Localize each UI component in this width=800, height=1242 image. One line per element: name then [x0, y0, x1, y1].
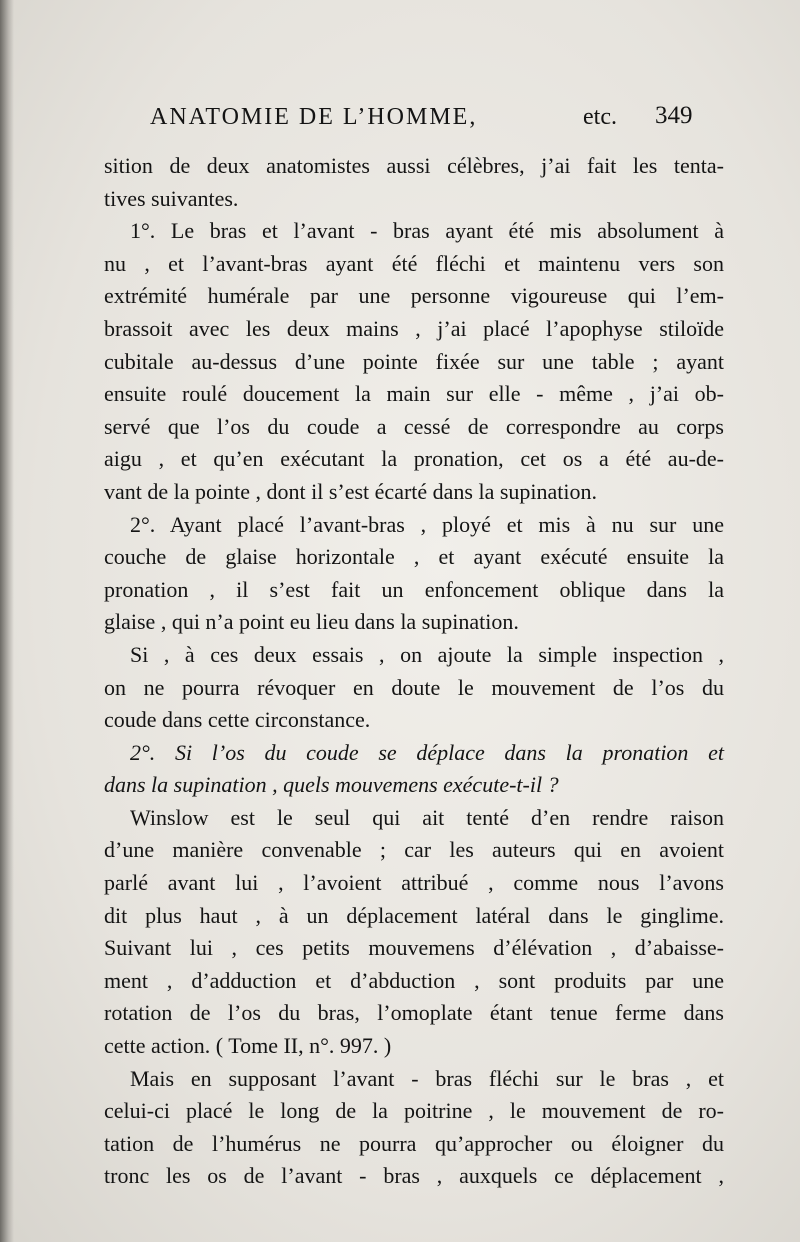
text-line: Mais en supposant l’avant - bras fléchi sur le bras , et [130, 1065, 724, 1091]
text-line: vant de la pointe , dont il s’est écarté dans la supination. [104, 478, 598, 504]
text-line: Winslow est le seul qui ait tenté d’en rendre raison [130, 804, 724, 830]
text-line: cette action. ( Tome II, n°. 997. ) [104, 1033, 392, 1059]
text-line: tives suivantes. [104, 185, 239, 211]
text-line: Si , à ces deux essais , on ajoute la simple inspection , [130, 641, 724, 667]
text-line: cubitale au-dessus d’une pointe fixée sur une table ; ayant [104, 348, 724, 374]
text-line: 2°. Ayant placé l’avant-bras , ployé et mis à nu sur une [130, 511, 724, 537]
text-line: servé que l’os du coude a cessé de correspondre au corps [104, 413, 724, 439]
text-line: dans la supination , quels mouvemens exécute-t-il ? [104, 772, 559, 798]
text-line: nu , et l’avant-bras ayant été fléchi et maintenu vers son [104, 250, 724, 276]
text-line: sition de deux anatomistes aussi célèbres, j’ai fait les tenta- [104, 153, 724, 178]
text-line: d’une manière convenable ; car les auteurs qui en avoient [104, 837, 724, 863]
body-text [104, 150, 724, 1193]
text-line: rotation de l’os du bras, l’omoplate étant tenue ferme dans [104, 1000, 724, 1026]
page-number: 349 [655, 102, 693, 129]
text-line: on ne pourra révoquer en doute le mouvement de l’os du [104, 674, 724, 700]
text-line: Suivant lui , ces petits mouvemens d’élévation , d’abaisse- [104, 935, 724, 961]
text-line: couche de glaise horizontale , et ayant exécuté ensuite la [104, 544, 724, 570]
page-gutter-shadow [0, 0, 14, 1242]
text-line: pronation , il s’est fait un enfoncement oblique dans la [104, 576, 724, 602]
text-line: tation de l’humérus ne pourra qu’approcher ou éloigner du [104, 1130, 724, 1156]
text-line: ensuite roulé doucement la main sur elle - même , j’ai ob- [104, 381, 724, 407]
text-line: extrémité humérale par une personne vigoureuse qui l’em- [104, 283, 724, 309]
text-line: celui-ci placé le long de la poitrine , le mouvement de ro- [104, 1098, 724, 1124]
text-line: coude dans cette circonstance. [104, 707, 371, 733]
page-header [150, 98, 710, 142]
text-line: aigu , et qu’en exécutant la pronation, cet os a été au-de- [104, 446, 724, 472]
text-line: glaise , qui n’a point eu lieu dans la supination. [104, 609, 519, 635]
running-head-etc: etc. [583, 104, 617, 130]
running-head: ANATOMIE DE L’HOMME, [150, 104, 478, 130]
text-line: tronc les os de l’avant - bras , auxquels ce déplacement , [104, 1163, 724, 1189]
text-line: 2°. Si l’os du coude se déplace dans la pronation et [130, 739, 724, 765]
text-line: ment , d’adduction et d’abduction , sont produits par une [104, 967, 724, 993]
text-line: dit plus haut , à un déplacement latéral dans le ginglime. [104, 902, 724, 928]
text-line: parlé avant lui , l’avoient attribué , comme nous l’avons [104, 870, 724, 896]
text-line: brassoit avec les deux mains , j’ai placé l’apophyse stiloïde [104, 315, 724, 341]
text-line: 1°. Le bras et l’avant - bras ayant été mis absolument à [130, 218, 724, 244]
